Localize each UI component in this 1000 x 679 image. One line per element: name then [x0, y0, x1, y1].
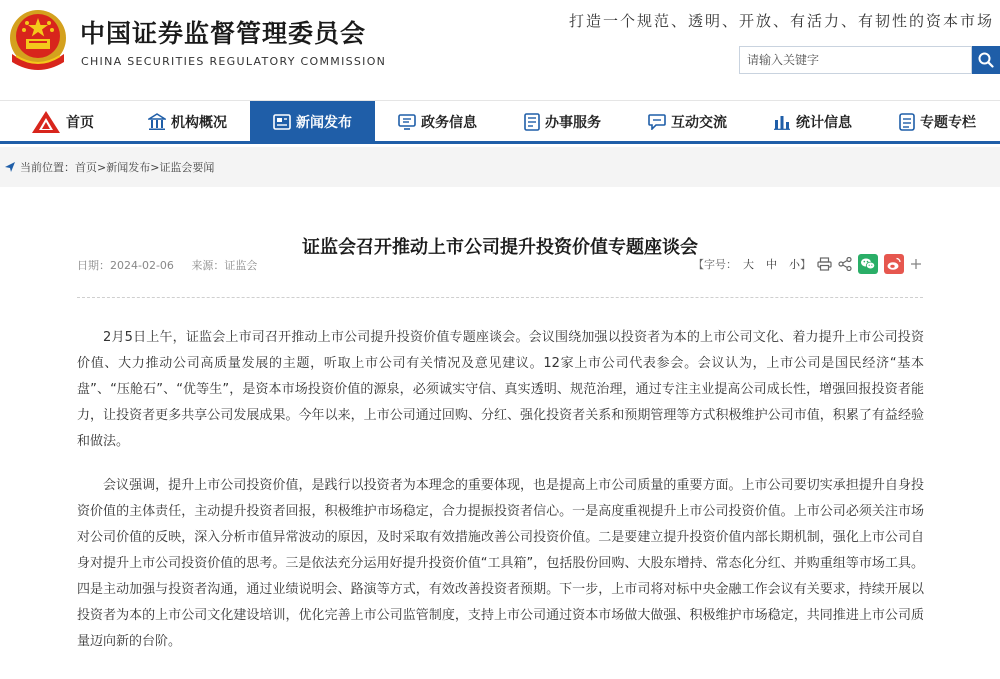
building-icon — [148, 113, 166, 131]
site-header — [0, 0, 1000, 100]
breadcrumb-separator: > — [97, 160, 107, 174]
nav-item-label: 统计信息 — [796, 114, 852, 131]
wechat-share-button[interactable] — [858, 254, 878, 274]
nav-item-label: 首页 — [66, 114, 94, 131]
monitor-icon — [398, 114, 416, 130]
service-icon — [524, 113, 540, 131]
article-paragraph: 会议强调，提升上市公司投资价值，是践行以投资者为本理念的重要体现，也是提高上市公司质量的重要方面。上市公司要切实承担提升自身投资价值的主体责任，主动提升投资者回报，积极维护市场稳定，合力提振投资者信心。一是高度重视提升上市公司投资价值。上市公司必须关注市场对公司价值的反映，深入分析市值异常波动的原因，及时采取有效措施改善公司投资价值。二是要建立提升投资价值内部长期机制，强化上市公司自身对提升上市公司投资价值的思考。三是依法充分运用好提升投资价值“工具箱”，包括股份回购、大股东增持、常态化分红、并购重组等市场工具。四是主动加强与投资者沟通，通过业绩说明会、路演等方式，有效改善投资者预期。下一步，上市司将对标中央金融工作会议有关要求，持续开展以投资者为本的上市公司文化建设培训，优化完善上市公司监管制度，支持上市公司通过资本市场做大做强、积极维护市场稳定，共同推进上市公司质量迈向新的台阶。 — [77, 478, 924, 649]
nav-item-label: 新闻发布 — [296, 114, 352, 131]
nav-item-label: 专题专栏 — [920, 114, 976, 131]
search-button[interactable] — [972, 46, 1000, 74]
font-size-small[interactable]: 小 — [789, 258, 800, 271]
print-button[interactable] — [817, 257, 832, 271]
bar-chart-icon — [773, 114, 791, 130]
breadcrumb-item-csrc-news[interactable]: 证监会要闻 — [159, 161, 215, 174]
nav-item-label: 互动交流 — [671, 114, 727, 131]
nav-item-label: 办事服务 — [545, 114, 601, 131]
article-source: 来源：证监会 — [191, 259, 258, 272]
article-meta — [77, 257, 271, 273]
more-share-button[interactable] — [910, 258, 922, 270]
nav-item-news[interactable] — [250, 101, 375, 142]
nav-item-statistics[interactable] — [750, 101, 875, 142]
font-size-medium[interactable]: 中 — [766, 258, 777, 271]
article-date: 日期：2024-02-06 — [77, 259, 174, 272]
share-button[interactable] — [838, 257, 852, 271]
weibo-icon — [884, 254, 904, 274]
weibo-share-button[interactable] — [884, 254, 904, 274]
nav-item-home[interactable] — [0, 101, 125, 142]
search-input[interactable] — [739, 46, 972, 74]
article-title: 证监会召开推动上市公司提升投资价值专题座谈会 — [302, 237, 698, 258]
plus-icon — [910, 258, 922, 270]
nav-item-services[interactable] — [500, 101, 625, 142]
article-divider — [77, 297, 923, 298]
breadcrumb-item-news[interactable]: 新闻发布 — [106, 161, 151, 174]
site-title-cn[interactable]: 中国证券监督管理委员会 — [80, 19, 367, 48]
site-slogan: 打造一个规范、透明、开放、有活力、有韧性的资本市场 — [568, 12, 994, 30]
font-size-close: 】 — [800, 258, 811, 271]
font-size-large[interactable]: 大 — [743, 258, 754, 271]
location-icon — [4, 161, 16, 173]
article-body — [77, 325, 924, 673]
font-size-label: 【字号： — [693, 258, 737, 271]
news-icon — [273, 114, 291, 130]
share-icon — [838, 257, 852, 271]
nav-item-label: 机构概况 — [171, 114, 227, 131]
national-emblem-icon[interactable] — [4, 6, 72, 78]
print-icon — [817, 257, 832, 271]
nav-item-about[interactable] — [125, 101, 250, 142]
nav-item-topics[interactable] — [875, 101, 1000, 142]
breadcrumb-item-home[interactable]: 首页 — [75, 161, 97, 174]
chat-icon — [648, 114, 666, 130]
wechat-icon — [858, 254, 878, 274]
nav-item-interaction[interactable] — [625, 101, 750, 142]
breadcrumb — [0, 147, 1000, 187]
main-nav — [0, 100, 1000, 144]
nav-item-label: 政务信息 — [421, 114, 477, 131]
csrc-logo-icon — [31, 110, 61, 134]
article-tools — [693, 254, 922, 274]
article-paragraph: 2月5日上午，证监会上市司召开推动上市公司提升投资价值专题座谈会。会议围绕加强以投资者为本的上市公司文化、着力提升上市公司投资价值、大力推动公司高质量发展的主题，听取上市公司有关情况及意见建议。12家上市公司代表参会。会议认为，上市公司是国民经济“基本盘”、“压舱石”、“优等生”，是资本市场投资价值的源泉，必须诚实守信、真实透明、规范治理，通过专注主业提高公司成长性，增强回报投资者能力，让投资者更多共享公司发展成果。今年以来，上市公司通过回购、分红、强化投资者关系和预期管理等方式积极维护公司市值，积累了有益经验和做法。 — [77, 330, 924, 449]
document-icon — [899, 113, 915, 131]
breadcrumb-prefix: 当前位置： — [20, 161, 75, 174]
nav-item-gov-info[interactable] — [375, 101, 500, 142]
site-title-en: CHINA SECURITIES REGULATORY COMMISSION — [81, 55, 387, 68]
breadcrumb-separator: > — [150, 160, 160, 174]
search-icon — [978, 52, 994, 68]
